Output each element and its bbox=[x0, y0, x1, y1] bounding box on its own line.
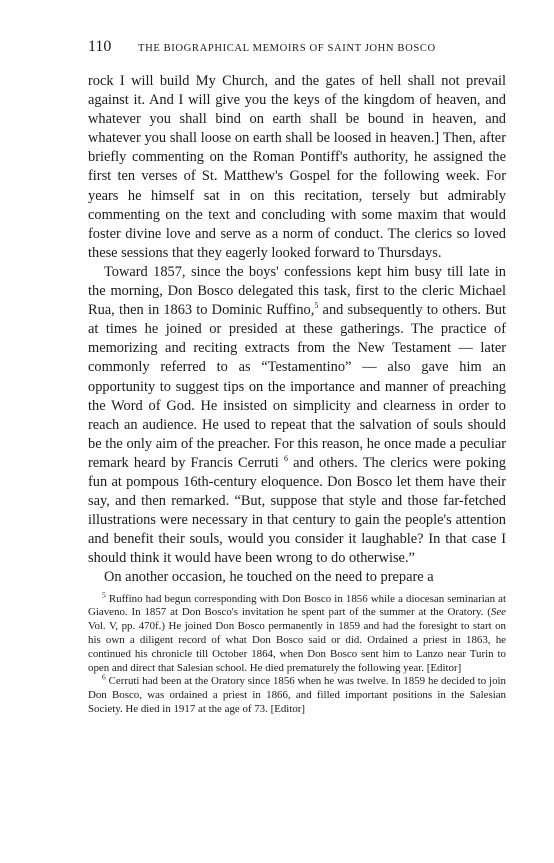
paragraph-2-part-c: and others. The clerics were poking fun at pompous 16th-century eloquence. Don Bosco let them have their say, and then remarked. “But, suppose that style and those far-fetched illustrations were necessary in that century to gain the people's attention and benefit their souls, would you consider it laughable? In that case I should think it would have been wrong to do otherwise.” bbox=[88, 454, 506, 567]
footnote-5-text-b: Vol. V, pp. 470f.) He joined Don Bosco permanently in 1859 and had the foresight to start on his own a diligent record of what Don Bosco said or did. Ordained a priest in 1863, he continued his chronicle till October 1864, when Don Bosco sent him to Lanzo near Turin to open and direct that Salesian school. He died prematurely the following year. [Editor] bbox=[88, 620, 506, 674]
footnote-5-see: See bbox=[490, 606, 506, 619]
footnote-6 bbox=[88, 672, 506, 716]
paragraph-2 bbox=[88, 263, 506, 569]
footnotes bbox=[88, 589, 506, 717]
page-number: 110 bbox=[88, 38, 112, 55]
footnote-6-marker: 6 bbox=[102, 672, 106, 682]
paragraph-2-part-a: Toward 1857, since the boys' confessions kept him busy till late in the morning, Don Bosco delegated this task, first to the cleric Michael Rua, then in 1863 to Dominic Ruffino, bbox=[88, 263, 506, 319]
footnote-ref-6: 6 bbox=[283, 454, 288, 464]
running-head: THE BIOGRAPHICAL MEMOIRS OF SAINT JOHN BOSCO bbox=[138, 43, 436, 54]
footnote-6-text: Cerruti had been at the Oratory since 1856 when he was twelve. In 1859 he decided to join Don Bosco, was ordained a priest in 1866, and filled important positions in the Salesian Society. He died in 1917 at the age of 73. [Editor] bbox=[88, 675, 506, 715]
footnote-5 bbox=[88, 589, 506, 676]
paragraph-1: rock I will build My Church, and the gates of hell shall not prevail against it. And I will give you the keys of the kingdom of heaven, and whatever you shall bind on earth shall be bound in heaven, and whatever you shall loose on earth shall be loosed in heaven.] Then, after briefly commenting on the Roman Pontiff's authority, he assigned the first ten verses of St. Matthew's Gospel for the following week. For years he himself sat in on this recitation, tersely but admirably commenting on the text and concluding with some maxim that would foster divine love and serve as a norm of conduct. The clerics so loved these sessions that they eagerly looked forward to Thursdays. bbox=[88, 73, 506, 261]
footnote-5-marker: 5 bbox=[102, 589, 106, 599]
page-header bbox=[88, 38, 506, 60]
body-text bbox=[88, 72, 506, 588]
footnote-ref-5: 5 bbox=[314, 301, 319, 311]
paragraph-3: On another occasion, he touched on the need to prepare a bbox=[104, 569, 434, 586]
book-page bbox=[88, 38, 506, 717]
footnote-5-text-a: Ruffino had begun corresponding with Don Bosco in 1856 while a diocesan seminarian at Giaveno. In 1857 at Don Bosco's invitation he spent part of the summer at the Oratory. ( bbox=[88, 592, 506, 619]
paragraph-2-part-b: and subsequently to others. But at times he joined or presided at these gatherings. The practice of memorizing and reciting extracts from the New Testament — later commonly referred to as “Testamentino” — also gave him an opportunity to suggest tips on the importance and manner of preaching the Word of God. He insisted on simplicity and clearness in order to reach an audience. He used to repeat that the salvation of souls should be the only aim of the preacher. For this reason, he once made a peculiar remark heard by Francis Cerruti bbox=[88, 302, 506, 471]
